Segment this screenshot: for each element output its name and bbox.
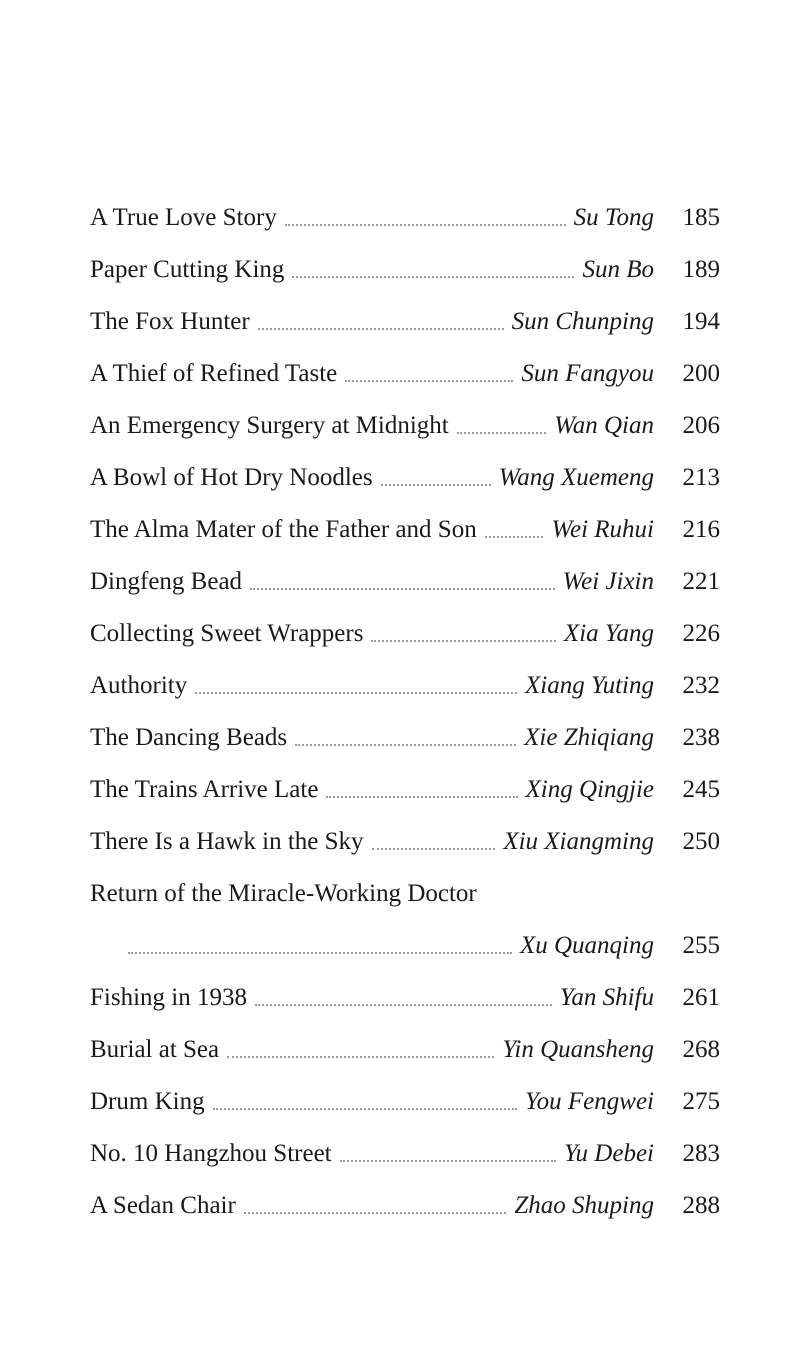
- entry-title: A True Love Story: [90, 204, 277, 231]
- dot-leader: [381, 482, 491, 486]
- entry-page: 194: [682, 308, 720, 335]
- entry-author: Yu Debei: [563, 1140, 654, 1167]
- entry-author: Xu Quanqing: [519, 932, 654, 959]
- entry-title: The Dancing Beads: [90, 724, 288, 751]
- toc-entry[interactable]: [90, 400, 720, 452]
- toc-entry[interactable]: [90, 712, 720, 764]
- entry-page: 226: [682, 620, 720, 647]
- entry-page: 221: [682, 568, 720, 595]
- toc-entry[interactable]: [90, 192, 720, 244]
- entry-title: There Is a Hawk in the Sky: [90, 828, 364, 855]
- entry-page: 283: [682, 1140, 720, 1167]
- toc-entry[interactable]: [90, 296, 720, 348]
- entry-author: Sun Fangyou: [521, 360, 654, 387]
- table-of-contents: [90, 192, 720, 1232]
- entry-author: You Fengwei: [525, 1088, 654, 1115]
- entry-author: Xing Qingjie: [525, 776, 654, 803]
- entry-author: Su Tong: [573, 204, 654, 231]
- entry-title: The Alma Mater of the Father and Son: [90, 516, 477, 543]
- entry-author: Yin Quansheng: [502, 1036, 654, 1063]
- dot-leader: [128, 950, 512, 954]
- toc-entry[interactable]: [90, 868, 720, 920]
- toc-entry[interactable]: [90, 348, 720, 400]
- entry-page: 213: [682, 464, 720, 491]
- entry-title: A Sedan Chair: [90, 1192, 236, 1219]
- dot-leader: [326, 794, 517, 798]
- entry-author: Wang Xuemeng: [498, 464, 654, 491]
- entry-title: Authority: [90, 672, 188, 699]
- toc-entry[interactable]: [90, 816, 720, 868]
- entry-author: Wan Qian: [554, 412, 654, 439]
- entry-page: 200: [682, 360, 720, 387]
- entry-page: 268: [682, 1036, 720, 1063]
- toc-entry[interactable]: [90, 244, 720, 296]
- entry-author: Wei Ruhui: [551, 516, 654, 543]
- entry-page: 250: [682, 828, 720, 855]
- toc-entry[interactable]: [90, 452, 720, 504]
- entry-page: 189: [682, 256, 720, 283]
- dot-leader: [485, 534, 544, 538]
- entry-title: Dingfeng Bead: [90, 568, 243, 595]
- entry-page: 255: [682, 932, 720, 959]
- entry-page: 245: [682, 776, 720, 803]
- dot-leader: [340, 1158, 556, 1162]
- entry-page: 185: [682, 204, 720, 231]
- toc-entry[interactable]: [90, 764, 720, 816]
- entry-title: Burial at Sea: [90, 1036, 220, 1063]
- dot-leader: [371, 638, 555, 642]
- entry-title: Paper Cutting King: [90, 256, 285, 283]
- entry-title: An Emergency Surgery at Midnight: [90, 412, 449, 439]
- entry-author: Xia Yang: [563, 620, 654, 647]
- dot-leader: [292, 274, 574, 278]
- toc-entry[interactable]: [90, 608, 720, 660]
- toc-entry[interactable]: [90, 972, 720, 1024]
- entry-title: A Thief of Refined Taste: [90, 360, 338, 387]
- dot-leader: [250, 586, 555, 590]
- toc-entry[interactable]: [90, 1024, 720, 1076]
- entry-author: Sun Chunping: [511, 308, 654, 335]
- entry-page: 206: [682, 412, 720, 439]
- entry-author: Xiu Xiangming: [503, 828, 654, 855]
- entry-title: The Fox Hunter: [90, 308, 250, 335]
- dot-leader: [295, 742, 516, 746]
- toc-entry[interactable]: [90, 1076, 720, 1128]
- entry-title: A Bowl of Hot Dry Noodles: [90, 464, 373, 491]
- toc-entry[interactable]: [90, 556, 720, 608]
- toc-entry[interactable]: [90, 504, 720, 556]
- entry-author: Xiang Yuting: [525, 672, 654, 699]
- entry-title: Return of the Miracle-Working Doctor: [90, 880, 477, 907]
- entry-title: Drum King: [90, 1088, 205, 1115]
- toc-entry-continuation[interactable]: [90, 920, 720, 972]
- dot-leader: [457, 430, 546, 434]
- entry-title: Fishing in 1938: [90, 984, 247, 1011]
- entry-page: 275: [682, 1088, 720, 1115]
- dot-leader: [345, 378, 513, 382]
- entry-author: Zhao Shuping: [514, 1192, 654, 1219]
- toc-entry[interactable]: [90, 660, 720, 712]
- dot-leader: [255, 1002, 552, 1006]
- dot-leader: [285, 222, 566, 226]
- entry-page: 216: [682, 516, 720, 543]
- entry-author: Wei Jixin: [562, 568, 654, 595]
- dot-leader: [213, 1106, 517, 1110]
- entry-title: The Trains Arrive Late: [90, 776, 319, 803]
- dot-leader: [195, 690, 517, 694]
- toc-entry[interactable]: [90, 1128, 720, 1180]
- entry-page: 261: [682, 984, 720, 1011]
- entry-title: Collecting Sweet Wrappers: [90, 620, 364, 647]
- entry-page: 288: [682, 1192, 720, 1219]
- entry-page: 238: [682, 724, 720, 751]
- entry-page: 232: [682, 672, 720, 699]
- dot-leader: [244, 1210, 507, 1214]
- dot-leader: [372, 846, 496, 850]
- toc-entry[interactable]: [90, 1180, 720, 1232]
- entry-author: Xie Zhiqiang: [524, 724, 654, 751]
- dot-leader: [258, 326, 504, 330]
- entry-author: Yan Shifu: [559, 984, 654, 1011]
- entry-author: Sun Bo: [582, 256, 654, 283]
- dot-leader: [227, 1054, 494, 1058]
- entry-title: No. 10 Hangzhou Street: [90, 1140, 332, 1167]
